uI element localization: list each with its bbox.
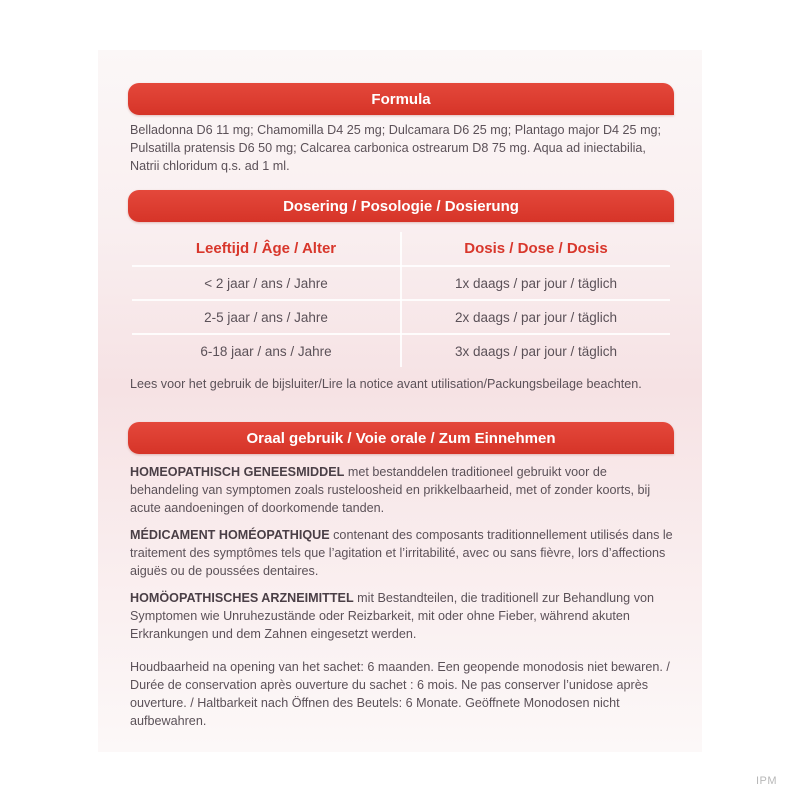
- package-panel: [98, 50, 702, 752]
- table-header-row: [132, 232, 670, 266]
- french-title: MÉDICAMENT HOMÉOPATHIQUE: [130, 528, 330, 542]
- table-row: [132, 334, 670, 367]
- german-title: HOMÖOPATHISCHES ARZNEIMITTEL: [130, 591, 354, 605]
- formula-text: Belladonna D6 11 mg; Chamomilla D4 25 mg; Dulcamara D6 25 mg; Plantago major D4 25 mg; Pulsatilla pratensis D6 50 mg; Calcarea carbonica ostrearum D8 75 mg. Aqua ad iniectabilia, Natrii chloridum q.s. ad 1 ml.: [130, 123, 662, 173]
- dose-cell: 3x daags / par jour / täglich: [401, 334, 670, 367]
- dosage-table: [132, 232, 670, 367]
- dose-cell: 2x daags / par jour / täglich: [401, 300, 670, 334]
- dose-column-header: Dosis / Dose / Dosis: [401, 232, 670, 266]
- table-row: [132, 300, 670, 334]
- dutch-title: HOMEOPATHISCH GENEESMIDDEL: [130, 465, 345, 479]
- age-cell: < 2 jaar / ans / Jahre: [132, 266, 401, 300]
- dutch-description: [130, 463, 678, 517]
- age-cell: 2-5 jaar / ans / Jahre: [132, 300, 401, 334]
- french-body: contenant des composants traditionnellement utilisés dans le traitement des symptômes tels que l’agitation et l’irritabilité, avec ou sans fièvre, lors d’affections aiguës ou de poussées dentaires.: [130, 528, 673, 578]
- german-description: [130, 589, 678, 643]
- storage-note: Houdbaarheid na opening van het sachet: 6 maanden. Een geopende monodosis niet bewaren. / Durée de conservation après ouverture du sachet : 6 mois. Ne pas conserver l’unidose après ouverture. / Haltbarkeit nach Öffnen des Beutels: 6 Monate. Geöffnete Monodosen nicht aufbewahren.: [130, 660, 670, 728]
- leaflet-note: Lees voor het gebruik de bijsluiter/Lire la notice avant utilisation/Packungsbeilage beachten.: [130, 377, 642, 391]
- french-description: [130, 526, 678, 580]
- watermark-logo: IPM: [756, 775, 778, 787]
- age-cell: 6-18 jaar / ans / Jahre: [132, 334, 401, 367]
- dosage-heading: Dosering / Posologie / Dosierung: [128, 190, 674, 222]
- oral-use-heading: Oraal gebruik / Voie orale / Zum Einnehmen: [128, 422, 674, 454]
- dose-cell: 1x daags / par jour / täglich: [401, 266, 670, 300]
- formula-heading: Formula: [128, 83, 674, 115]
- dutch-body: met bestanddelen traditioneel gebruikt voor de behandeling van symptomen zoals rusteloosheid en prikkelbaarheid, met of zonder koorts, bij acute aandoeningen of doorkomende tanden.: [130, 465, 651, 515]
- german-body: mit Bestandteilen, die traditionell zur Behandlung von Symptomen wie Unruhezustände oder Reizbarkeit, mit oder ohne Fieber, während akuten Erkrankungen und dem Zahnen eingesetzt werden.: [130, 591, 654, 641]
- age-column-header: Leeftijd / Âge / Alter: [132, 232, 401, 266]
- table-row: [132, 266, 670, 300]
